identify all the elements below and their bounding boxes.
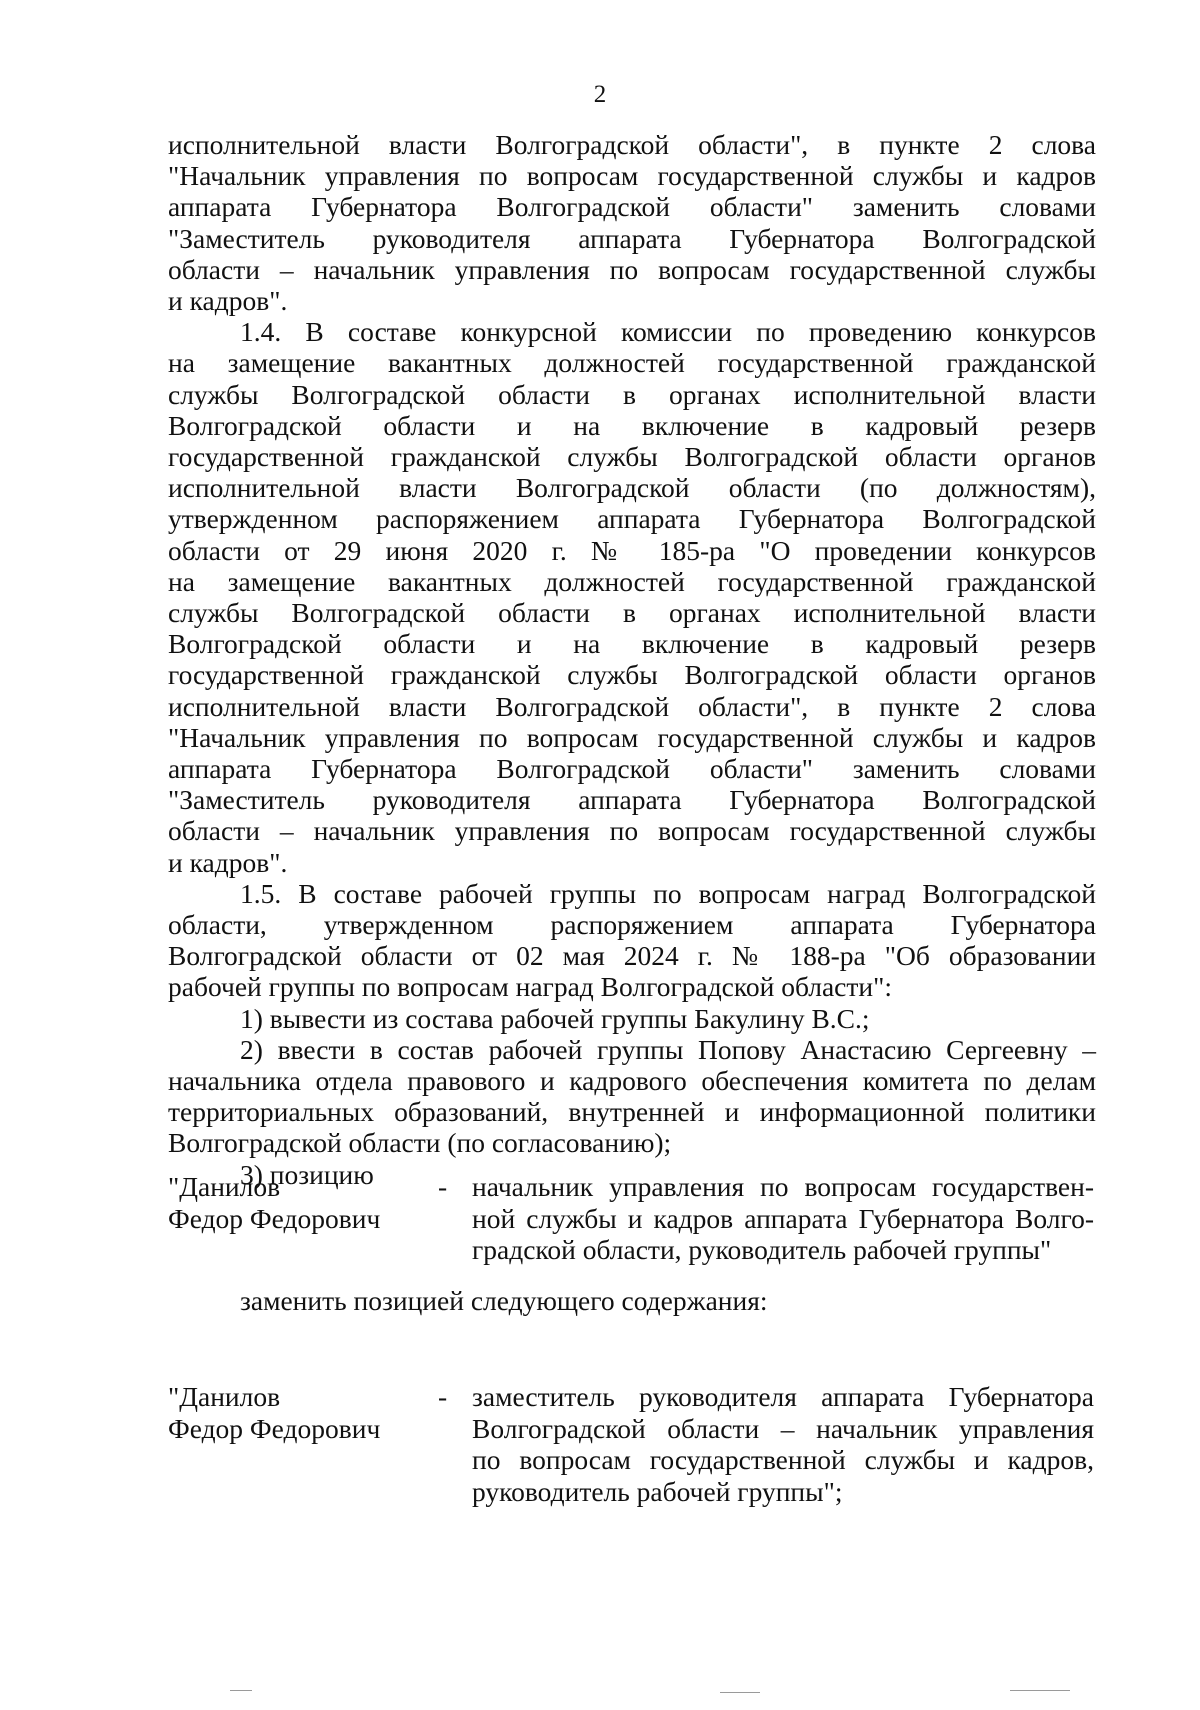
position-name-line: "Данилов: [168, 1381, 281, 1412]
page-number: 2: [593, 81, 607, 108]
text-line: службы Волгоградской области в органах исполнительной власти: [168, 378, 1096, 410]
text-line: исполнительной власти Волгоградской области (по должностям),: [168, 472, 1096, 504]
text-line: "Начальник управления по вопросам государственной службы и кадров: [168, 160, 1096, 192]
text-line: исполнительной власти Волгоградской области", в пункте 2 слова: [168, 129, 1096, 160]
position-name-line: Федор Федорович: [168, 1202, 381, 1234]
text-line: аппарата Губернатора Волгоградской области" заменить словами: [168, 191, 1096, 223]
text-line: службы Волгоградской области в органах исполнительной власти: [168, 597, 1096, 628]
text-line: аппарата Губернатора Волгоградской области" заменить словами: [168, 753, 1096, 784]
text-line: 2) ввести в состав рабочей группы Попову Анастасию Сергеевну –: [240, 1033, 1096, 1065]
text-line: и кадров".: [168, 285, 288, 316]
text-line: Волгоградской области от 02 мая 2024 г. № 188-ра "Об образовании: [168, 940, 1096, 972]
position-description-line: Волгоградской области – начальник управления: [472, 1412, 1094, 1444]
text-line: утвержденном распоряжением аппарата Губернатора Волгоградской: [168, 503, 1096, 535]
text-line: 3) позицию: [240, 1158, 374, 1190]
text-line: области – начальник управления по вопросам государственной службы: [168, 815, 1096, 847]
text-line: Волгоградской области (по согласованию);: [168, 1127, 672, 1159]
text-line: области, утвержденном распоряжением аппарата Губернатора: [168, 909, 1096, 940]
text-line: 1) вывести из состава рабочей группы Бакулину В.С.;: [240, 1002, 870, 1034]
text-line: 1.5. В составе рабочей группы по вопросам наград Волгоградской: [240, 877, 1096, 909]
position-description-line: руководитель рабочей группы";: [472, 1475, 843, 1507]
text-line: государственной гражданской службы Волгоградской области органов: [168, 659, 1096, 691]
text-line: территориальных образований, внутренней и информационной политики: [168, 1096, 1096, 1128]
position-description-line: ной службы и кадров аппарата Губернатора Волго-: [472, 1202, 1094, 1234]
scan-artifact: [720, 1692, 760, 1693]
text-line: 1.4. В составе конкурсной комиссии по проведению конкурсов: [240, 316, 1096, 348]
text-line: на замещение вакантных должностей государственной гражданской: [168, 565, 1096, 597]
position-dash: -: [438, 1381, 448, 1412]
position-dash: -: [438, 1171, 448, 1202]
text-line: "Заместитель руководителя аппарата Губернатора Волгоградской: [168, 784, 1096, 816]
text-line: начальника отдела правового и кадрового обеспечения комитета по делам: [168, 1065, 1096, 1096]
text-line: государственной гражданской службы Волгоградской области органов: [168, 441, 1096, 472]
text-line: Волгоградской области и на включение в кадровый резерв: [168, 628, 1096, 660]
text-line: и кадров".: [168, 846, 288, 878]
position-description-line: заместитель руководителя аппарата Губернатора: [472, 1381, 1094, 1412]
replace-instruction: заменить позицией следующего содержания:: [240, 1285, 768, 1316]
scan-artifact: [1010, 1690, 1070, 1691]
position-description-line: по вопросам государственной службы и кадров,: [472, 1444, 1094, 1475]
position-description-line: начальник управления по вопросам государствен-: [472, 1171, 1094, 1202]
text-line: рабочей группы по вопросам наград Волгоградской области":: [168, 971, 892, 1003]
scan-artifact: [230, 1690, 252, 1691]
text-line: Волгоградской области и на включение в кадровый резерв: [168, 409, 1096, 441]
text-line: "Заместитель руководителя аппарата Губернатора Волгоградской: [168, 222, 1096, 254]
position-name-line: "Данилов: [168, 1171, 281, 1202]
position-name-line: Федор Федорович: [168, 1412, 381, 1444]
text-line: на замещение вакантных должностей государственной гражданской: [168, 347, 1096, 379]
position-description-line: градской области, руководитель рабочей группы": [472, 1234, 1052, 1265]
text-line: исполнительной власти Волгоградской области", в пункте 2 слова: [168, 690, 1096, 722]
text-line: "Начальник управления по вопросам государственной службы и кадров: [168, 721, 1096, 753]
text-line: области – начальник управления по вопросам государственной службы: [168, 253, 1096, 285]
text-line: области от 29 июня 2020 г. № 185-ра "О проведении конкурсов: [168, 534, 1096, 566]
